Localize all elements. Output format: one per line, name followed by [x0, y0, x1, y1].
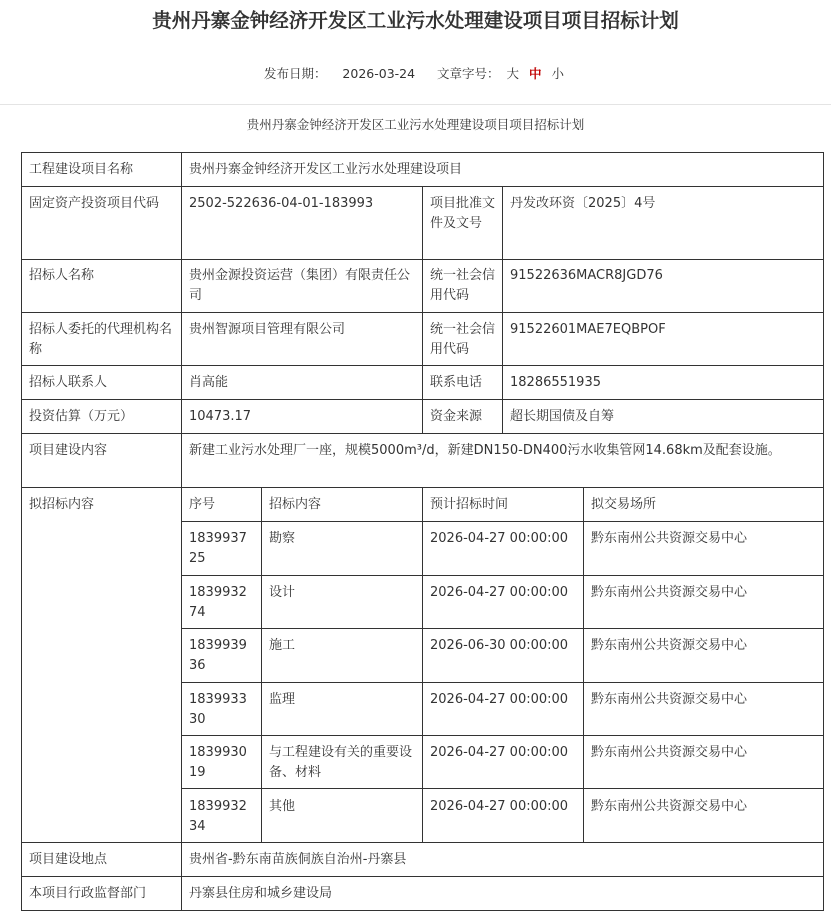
phone-label: 联系电话 — [430, 375, 483, 390]
fixed-asset-code-label: 固定资产投资项目代码 — [29, 196, 160, 211]
table-border — [21, 842, 824, 843]
bidding-row-place: 黔东南州公共资源交易中心 — [591, 585, 748, 600]
bidding-row-no: 183993725 — [189, 531, 247, 566]
project-name: 贵州丹寨金钟经济开发区工业污水处理建设项目 — [189, 162, 463, 177]
project-name-label: 工程建设项目名称 — [29, 162, 134, 177]
table-border — [21, 876, 824, 877]
project-location: 贵州省-黔东南苗族侗族自治州-丹寨县 — [189, 852, 407, 867]
table-border — [181, 735, 824, 736]
construction-content-label: 项目建设内容 — [29, 443, 108, 458]
approval-doc-label: 项目批准文件及文号 — [430, 196, 496, 231]
bidding-row-time: 2026-04-27 00:00:00 — [430, 692, 569, 707]
supervisor-department: 丹寨县住房和城乡建设局 — [189, 886, 333, 901]
bidding-header-no: 序号 — [189, 497, 216, 512]
table-border — [21, 910, 824, 911]
bidding-row-no: 183993019 — [189, 745, 247, 780]
investment-label: 投资估算（万元） — [29, 409, 134, 424]
document-title: 贵州丹寨金钟经济开发区工业污水处理建设项目项目招标计划 — [246, 117, 585, 132]
bidding-row-no: 183993234 — [189, 799, 247, 834]
publish-date-label: 发布日期： — [263, 66, 327, 81]
bidding-header-content: 招标内容 — [269, 497, 322, 512]
table-border — [181, 788, 824, 789]
tenderer-name: 贵州金源投资运营（集团）有限责任公司 — [189, 268, 411, 303]
bidding-row-time: 2026-04-27 00:00:00 — [430, 745, 569, 760]
table-border — [181, 682, 824, 683]
table-border — [502, 186, 503, 434]
fund-source: 超长期国债及自筹 — [510, 409, 615, 424]
bidding-row-place: 黔东南州公共资源交易中心 — [591, 799, 748, 814]
bidding-row-time: 2026-04-27 00:00:00 — [430, 585, 569, 600]
tenderer-credit-code: 91522636MACR8JGD76 — [510, 268, 663, 283]
agency-credit-code: 91522601MAE7EQBPOF — [510, 322, 666, 337]
bidding-row-content: 施工 — [269, 638, 296, 653]
phone-number: 18286551935 — [510, 375, 601, 390]
fixed-asset-code: 2502-522636-04-01-183993 — [189, 196, 374, 211]
tenderer-label: 招标人名称 — [29, 268, 95, 283]
table-border — [21, 152, 824, 153]
supervisor-label: 本项目行政监督部门 — [29, 886, 147, 901]
contact-label: 招标人联系人 — [29, 375, 108, 390]
table-border — [261, 487, 262, 842]
bidding-row-time: 2026-04-27 00:00:00 — [430, 531, 569, 546]
table-border — [181, 628, 824, 629]
bidding-header-place: 拟交易场所 — [591, 497, 657, 512]
bidding-row-no: 183993274 — [189, 585, 247, 620]
bidding-row-content: 与工程建设有关的重要设备、材料 — [269, 745, 413, 780]
bidding-row-content: 其他 — [269, 799, 296, 814]
investment-amount: 10473.17 — [189, 409, 252, 424]
bidding-row-content: 监理 — [269, 692, 296, 707]
page-title: 贵州丹寨金钟经济开发区工业污水处理建设项目项目招标计划 — [152, 9, 679, 32]
agency-credit-label: 统一社会信用代码 — [430, 322, 496, 357]
contact-name: 肖高能 — [189, 375, 229, 390]
table-border — [422, 487, 423, 842]
tenderer-credit-label: 统一社会信用代码 — [430, 268, 496, 303]
bidding-row-no: 183993330 — [189, 692, 247, 727]
bidding-row-time: 2026-04-27 00:00:00 — [430, 799, 569, 814]
bidding-row-place: 黔东南州公共资源交易中心 — [591, 745, 748, 760]
fund-source-label: 资金来源 — [430, 409, 483, 424]
bidding-row-place: 黔东南州公共资源交易中心 — [591, 692, 748, 707]
approval-doc: 丹发改环资〔2025〕4号 — [510, 196, 656, 211]
font-size-label: 文章字号： — [437, 66, 500, 81]
agency-label: 招标人委托的代理机构名称 — [29, 322, 173, 357]
table-border — [422, 186, 423, 434]
agency-name: 贵州智源项目管理有限公司 — [189, 322, 346, 337]
table-border — [583, 487, 584, 842]
font-size-medium-button[interactable]: 中 — [529, 66, 542, 81]
table-border — [823, 152, 824, 911]
font-size-large-button[interactable]: 大 — [506, 66, 520, 81]
construction-content: 新建工业污水处理厂一座，规模5000m³/d，新建DN150-DN400污水收集管网14.68km及配套设施。 — [189, 443, 781, 458]
bidding-header-time: 预计招标时间 — [430, 497, 509, 512]
table-border — [21, 152, 22, 911]
table-border — [181, 521, 824, 522]
publish-date: 2026-03-24 — [342, 66, 416, 81]
bidding-row-content: 设计 — [269, 585, 296, 600]
bidding-row-content: 勘察 — [269, 531, 296, 546]
bidding-row-place: 黔东南州公共资源交易中心 — [591, 531, 748, 546]
location-label: 项目建设地点 — [29, 852, 108, 867]
bidding-row-no: 183993936 — [189, 638, 247, 673]
table-border — [181, 575, 824, 576]
table-border — [181, 152, 182, 911]
font-size-small-button[interactable]: 小 — [551, 66, 565, 81]
bidding-row-place: 黔东南州公共资源交易中心 — [591, 638, 748, 653]
bidding-content-label: 拟招标内容 — [29, 497, 95, 512]
bidding-row-time: 2026-06-30 00:00:00 — [430, 638, 569, 653]
